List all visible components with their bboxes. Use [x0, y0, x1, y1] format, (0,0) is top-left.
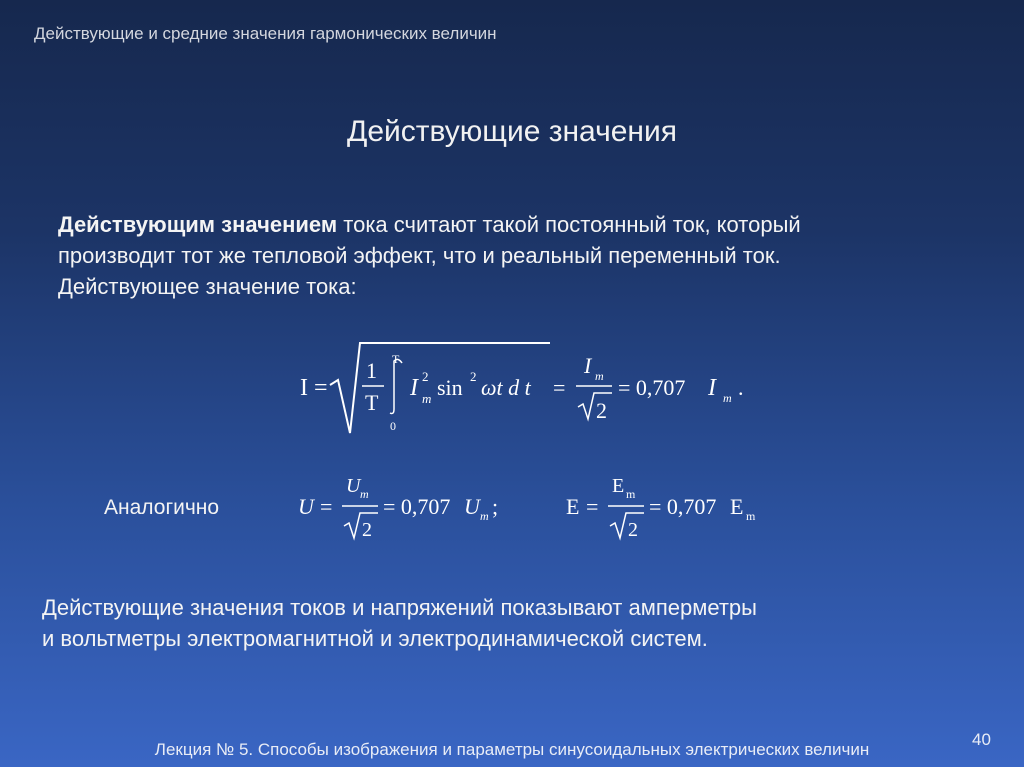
- result-I: I: [584, 353, 592, 378]
- analog-label: Аналогично: [104, 496, 220, 519]
- rms-voltage-formula: [288, 470, 518, 545]
- slide-title: Действующие значения: [347, 115, 677, 148]
- integral-upper-limit: T: [392, 352, 400, 366]
- definition-term: Действующим значением: [58, 212, 338, 237]
- rms-current-formula: [290, 335, 770, 440]
- integrand-wt: ωt d t: [481, 375, 531, 400]
- integral-lower-limit: 0: [390, 419, 396, 433]
- result-I-sub: m: [595, 369, 604, 383]
- slide-header: Действующие и средние значения гармонических величин: [34, 24, 497, 43]
- e-sqrt-radical: [610, 513, 644, 538]
- u-sqrt-radical: [344, 513, 378, 538]
- integrand-sin-sup: 2: [470, 369, 477, 384]
- u-sqrt-value: 2: [362, 519, 372, 541]
- e-coef: = 0,707: [649, 494, 717, 519]
- e-numerator-sub: m: [626, 487, 636, 501]
- integrand-sin: sin: [437, 375, 463, 400]
- frac-numerator-one: 1: [366, 358, 377, 383]
- definition-line-3: Действующее значение тока:: [58, 274, 357, 299]
- e-sqrt-value: 2: [628, 519, 638, 541]
- e-equals: =: [586, 494, 599, 519]
- footer-lecture-title: Лекция № 5. Способы изображения и параметры синусоидальных электрических величин: [154, 740, 870, 759]
- u-lhs: U: [298, 494, 314, 519]
- definition-text: [58, 209, 958, 302]
- e-final-sub: m: [746, 509, 756, 523]
- u-numerator: U: [346, 475, 361, 497]
- e-lhs: E: [566, 494, 580, 519]
- conclusion-text: [42, 592, 942, 654]
- e-final: E: [730, 494, 744, 519]
- frac-denominator-T: T: [365, 390, 379, 415]
- formula-lhs: I =: [300, 375, 328, 401]
- sqrt2-value: 2: [596, 398, 607, 423]
- e-numerator: E: [612, 475, 625, 497]
- equals-coef: = 0,707: [618, 375, 686, 400]
- final-I-sub: m: [723, 391, 732, 405]
- u-equals: =: [320, 494, 333, 519]
- conclusion-line-1: Действующие значения токов и напряжений показывают амперметры: [42, 595, 757, 620]
- conclusion-line-2: и вольтметры электромагнитной и электродинамической систем.: [42, 626, 708, 651]
- integrand-I-sup: 2: [422, 369, 429, 384]
- definition-line-1: [58, 209, 958, 240]
- definition-rest: тока считают такой постоянный ток, который: [337, 212, 801, 237]
- integral-sign: [390, 359, 402, 413]
- equals-1: =: [553, 375, 566, 400]
- u-final: U: [464, 494, 480, 519]
- u-final-sub: m: [480, 509, 489, 523]
- final-dot: .: [738, 375, 744, 400]
- u-numerator-sub: m: [360, 487, 369, 501]
- page-number: 40: [972, 730, 991, 749]
- final-I: I: [708, 375, 716, 401]
- rms-emf-formula: [552, 470, 772, 545]
- definition-line-2: производит тот же тепловой эффект, что и реальный переменный ток.: [58, 243, 781, 268]
- u-coef: = 0,707: [383, 494, 451, 519]
- u-semicolon: ;: [492, 494, 499, 519]
- integrand-I: I: [410, 375, 418, 401]
- integrand-I-sub: m: [422, 391, 432, 406]
